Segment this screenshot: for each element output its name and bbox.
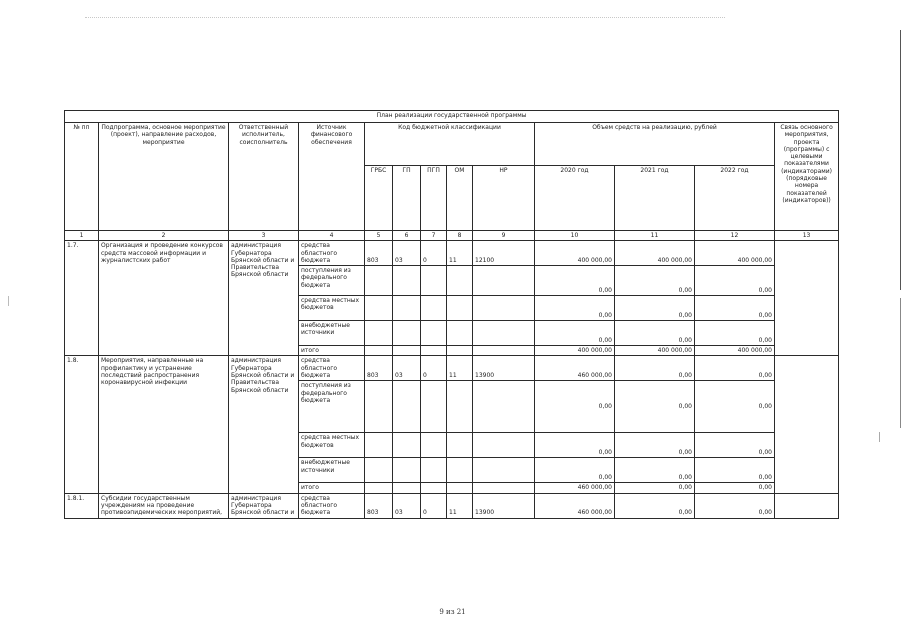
cell-2020: 460 000,00	[535, 493, 615, 518]
scan-edge-mark	[900, 298, 901, 428]
cell-gp: 03	[393, 356, 421, 381]
cell-2022: 400 000,00	[695, 241, 775, 266]
source-local: средства местных бюджетов	[299, 296, 365, 321]
row-executor: администрация Губернатора Брянской области и Правительства Брянской области	[229, 241, 299, 356]
row-link	[775, 356, 839, 493]
header-executor: Ответственный исполнитель, соисполнитель	[229, 123, 299, 231]
cell-2022: 0,00	[695, 321, 775, 346]
source-total: итого	[299, 346, 365, 356]
col-number: 5	[365, 231, 393, 241]
header-om: ОМ	[447, 166, 473, 231]
page-number: 9 из 21	[439, 608, 466, 616]
cell-2021: 0,00	[615, 381, 695, 433]
source-local: средства местных бюджетов	[299, 433, 365, 458]
row-link	[775, 241, 839, 356]
cell-2021: 0,00	[615, 266, 695, 296]
cell-gp: 03	[393, 493, 421, 518]
cell-nr: 12100	[473, 241, 535, 266]
row-num: 1.8.	[65, 356, 99, 493]
cell-2021: 400 000,00	[615, 241, 695, 266]
table-title: План реализации государственной программы	[65, 111, 839, 123]
col-number: 13	[775, 231, 839, 241]
header-nr: НР	[473, 166, 535, 231]
cell-2020: 400 000,00	[535, 346, 615, 356]
cell-2021: 0,00	[615, 433, 695, 458]
row-num: 1.8.1.	[65, 493, 99, 518]
cell-2021: 0,00	[615, 483, 695, 493]
col-number: 12	[695, 231, 775, 241]
col-number: 6	[393, 231, 421, 241]
header-budget-code: Код бюджетной классификации	[365, 123, 535, 166]
cell-pgp: 0	[421, 493, 447, 518]
cell-2021: 0,00	[615, 321, 695, 346]
cell-2022: 0,00	[695, 266, 775, 296]
cell-2020: 0,00	[535, 381, 615, 433]
cell-grbs: 803	[365, 356, 393, 381]
col-number: 8	[447, 231, 473, 241]
cell-2022: 0,00	[695, 356, 775, 381]
col-number: 11	[615, 231, 695, 241]
cell-2022: 400 000,00	[695, 346, 775, 356]
cell-2020: 0,00	[535, 433, 615, 458]
cell-2020: 400 000,00	[535, 241, 615, 266]
cell-2022: 0,00	[695, 381, 775, 433]
col-number: 3	[229, 231, 299, 241]
header-volume: Объем средств на реализацию, рублей	[535, 123, 775, 166]
col-number: 1	[65, 231, 99, 241]
cell-pgp: 0	[421, 241, 447, 266]
header-num: № пп	[65, 123, 99, 231]
cell-2020: 0,00	[535, 296, 615, 321]
cell-2022: 0,00	[695, 296, 775, 321]
header-subprogram: Подпрограмма, основное мероприятие (проект), направление расходов, мероприятие	[99, 123, 229, 231]
row-name: Организация и проведение конкурсов средств массовой информации и журналистских работ	[99, 241, 229, 356]
scan-edge-mark	[879, 432, 880, 442]
cell-2020: 0,00	[535, 266, 615, 296]
cell-2020: 0,00	[535, 321, 615, 346]
cell-2021: 0,00	[615, 356, 695, 381]
row-executor: администрация Губернатора Брянской области и	[229, 493, 299, 518]
cell-2022: 0,00	[695, 458, 775, 483]
header-grbs: ГРБС	[365, 166, 393, 231]
source-extra: внебюджетные источники	[299, 458, 365, 483]
header-2022: 2022 год	[695, 166, 775, 231]
source-total: итого	[299, 483, 365, 493]
cell-2022: 0,00	[695, 433, 775, 458]
source-federal: поступления из федерального бюджета	[299, 381, 365, 433]
cell-2020: 0,00	[535, 458, 615, 483]
cell-2020: 460 000,00	[535, 483, 615, 493]
cell-2022: 0,00	[695, 493, 775, 518]
col-number: 7	[421, 231, 447, 241]
col-number: 2	[99, 231, 229, 241]
cell-2021: 0,00	[615, 296, 695, 321]
source-federal: поступления из федерального бюджета	[299, 266, 365, 296]
cell-2021: 0,00	[615, 493, 695, 518]
cell-gp: 03	[393, 241, 421, 266]
cell-grbs: 803	[365, 241, 393, 266]
row-link	[775, 493, 839, 518]
col-number: 9	[473, 231, 535, 241]
header-2021: 2021 год	[615, 166, 695, 231]
header-source: Источник финансового обеспечения	[299, 123, 365, 231]
cell-nr: 13900	[473, 493, 535, 518]
row-name: Субсидии государственным учреждениям на проведение противоэпидемических мероприятий,	[99, 493, 229, 518]
source-regional: средства областного бюджета	[299, 493, 365, 518]
cell-om: 11	[447, 356, 473, 381]
row-num: 1.7.	[65, 241, 99, 356]
cell-pgp: 0	[421, 356, 447, 381]
cell-nr: 13900	[473, 356, 535, 381]
scan-edge-mark	[900, 30, 901, 290]
scan-artifact-line	[85, 17, 725, 18]
cell-2021: 0,00	[615, 458, 695, 483]
scan-edge-mark	[8, 296, 9, 306]
header-2020: 2020 год	[535, 166, 615, 231]
row-executor: администрация Губернатора Брянской области и Правительства Брянской области	[229, 356, 299, 493]
row-name: Мероприятия, направленные на профилактику и устранение последствий распространения коронавирусной инфекции	[99, 356, 229, 493]
source-regional: средства областного бюджета	[299, 356, 365, 381]
cell-grbs: 803	[365, 493, 393, 518]
cell-2021: 400 000,00	[615, 346, 695, 356]
plan-table	[64, 110, 839, 519]
cell-om: 11	[447, 493, 473, 518]
header-gp: ГП	[393, 166, 421, 231]
source-extra: внебюджетные источники	[299, 321, 365, 346]
cell-2020: 460 000,00	[535, 356, 615, 381]
header-pgp: ПГП	[421, 166, 447, 231]
source-regional: средства областного бюджета	[299, 241, 365, 266]
cell-om: 11	[447, 241, 473, 266]
cell-2022: 0,00	[695, 483, 775, 493]
col-number: 4	[299, 231, 365, 241]
col-number: 10	[535, 231, 615, 241]
header-link: Связь основного мероприятия, проекта (программы) с целевыми показателями (индикаторами) (порядковые номера показателей (индикаторов))	[775, 123, 839, 231]
